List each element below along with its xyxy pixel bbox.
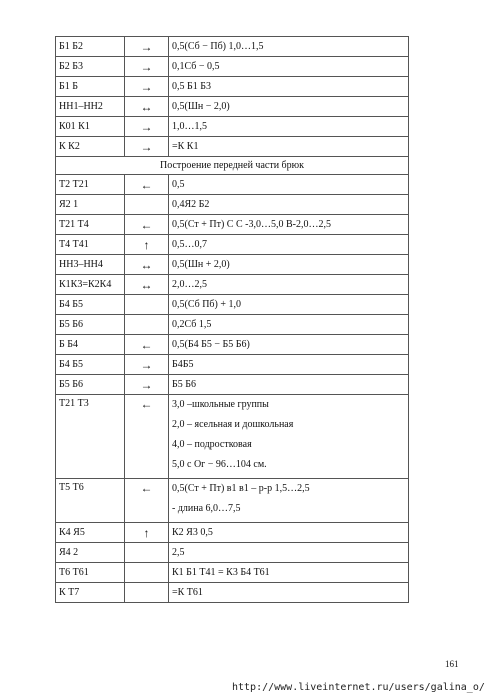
direction-arrow-icon: ← [125, 215, 169, 235]
direction-arrow-icon [125, 315, 169, 335]
direction-arrow-icon: ↔ [125, 275, 169, 295]
page-number: 161 [445, 659, 459, 669]
table-row [56, 57, 409, 77]
formula-cell: =К Т61 [169, 583, 409, 603]
table-row [56, 77, 409, 97]
table-row [56, 235, 409, 255]
table-row [56, 479, 409, 523]
direction-arrow-icon: ↔ [125, 97, 169, 117]
segment-cell: Б1 Б2 [56, 37, 125, 57]
table-row [56, 215, 409, 235]
segment-cell: Т21 Т3 [56, 395, 125, 479]
segment-cell: Т2 Т21 [56, 175, 125, 195]
table-row [56, 523, 409, 543]
segment-cell: К1К3=К2К4 [56, 275, 125, 295]
segment-cell: К К2 [56, 137, 125, 157]
table-row [56, 375, 409, 395]
direction-arrow-icon [125, 295, 169, 315]
formula-line: 0,5(Ст + Пт) в1 в1 – р-р 1,5…2,5 [172, 483, 310, 494]
formula-cell: 0,5 [169, 175, 409, 195]
formula-cell: 0,2Сб 1,5 [169, 315, 409, 335]
formula-cell: 2,0…2,5 [169, 275, 409, 295]
formula-cell: 0,4Я2 Б2 [169, 195, 409, 215]
formula-cell: К2 Я3 0,5 [169, 523, 409, 543]
segment-cell: Т5 Т6 [56, 479, 125, 523]
direction-arrow-icon: ← [125, 335, 169, 355]
table-row [56, 117, 409, 137]
watermark-url: http://www.liveinternet.ru/users/galina_o/ [232, 682, 485, 693]
segment-cell: Б2 Б3 [56, 57, 125, 77]
direction-arrow-icon: → [125, 355, 169, 375]
direction-arrow-icon: → [125, 375, 169, 395]
table-row [56, 583, 409, 603]
segment-cell: НН3–НН4 [56, 255, 125, 275]
table-row [56, 175, 409, 195]
formula-cell [169, 479, 409, 523]
formula-cell: 1,0…1,5 [169, 117, 409, 137]
direction-arrow-icon: ← [125, 175, 169, 195]
formula-line: 3,0 –школьные группы [172, 399, 269, 410]
table-row [56, 355, 409, 375]
table-row [56, 315, 409, 335]
formula-line: - длина 6,0…7,5 [172, 503, 241, 514]
direction-arrow-icon: → [125, 77, 169, 97]
section-row [56, 157, 409, 175]
formula-line: 2,0 – ясельная и дошкольная [172, 419, 294, 430]
formula-cell: 0,5(Шн − 2,0) [169, 97, 409, 117]
formula-cell: 0,5…0,7 [169, 235, 409, 255]
segment-cell: Б5 Б6 [56, 375, 125, 395]
segment-cell: К Т7 [56, 583, 125, 603]
formula-cell: К1 Б1 Т41 = К3 Б4 Т61 [169, 563, 409, 583]
direction-arrow-icon: ← [125, 479, 169, 523]
segment-cell: Б5 Б6 [56, 315, 125, 335]
segment-cell: Б Б4 [56, 335, 125, 355]
formula-cell: Б4Б5 [169, 355, 409, 375]
segment-cell: Т21 Т4 [56, 215, 125, 235]
direction-arrow-icon: ↑ [125, 235, 169, 255]
table-row [56, 295, 409, 315]
direction-arrow-icon: ↑ [125, 523, 169, 543]
formula-cell: Б5 Б6 [169, 375, 409, 395]
segment-cell: Б4 Б5 [56, 355, 125, 375]
table-row [56, 275, 409, 295]
formula-cell: 0,5(Сб Пб) + 1,0 [169, 295, 409, 315]
section-title: Построение передней части брюк [56, 157, 409, 175]
segment-cell: Б4 Б5 [56, 295, 125, 315]
formula-cell: 0,5(Ст + Пт) С С -3,0…5,0 В-2,0…2,5 [169, 215, 409, 235]
formula-cell: 0,5 Б1 Б3 [169, 77, 409, 97]
table-row [56, 37, 409, 57]
formula-cell: 0,5(Сб − Пб) 1,0…1,5 [169, 37, 409, 57]
formula-cell [169, 395, 409, 479]
direction-arrow-icon: → [125, 37, 169, 57]
segment-cell: К4 Я5 [56, 523, 125, 543]
table-row [56, 255, 409, 275]
segment-cell: НН1–НН2 [56, 97, 125, 117]
table-row [56, 395, 409, 479]
formula-cell: 0,1Сб − 0,5 [169, 57, 409, 77]
table-row [56, 195, 409, 215]
construction-table [55, 36, 409, 603]
table-row [56, 543, 409, 563]
direction-arrow-icon [125, 195, 169, 215]
formula-line: 5,0 с Ог − 96…104 см. [172, 459, 267, 470]
direction-arrow-icon: → [125, 117, 169, 137]
formula-line: 4,0 – подростковая [172, 439, 252, 450]
table-row [56, 563, 409, 583]
segment-cell: Т4 Т41 [56, 235, 125, 255]
direction-arrow-icon: ← [125, 395, 169, 479]
table-row [56, 137, 409, 157]
direction-arrow-icon [125, 543, 169, 563]
direction-arrow-icon: → [125, 137, 169, 157]
direction-arrow-icon: ↔ [125, 255, 169, 275]
direction-arrow-icon: → [125, 57, 169, 77]
formula-cell: 0,5(Шн + 2,0) [169, 255, 409, 275]
formula-cell: 2,5 [169, 543, 409, 563]
segment-cell: Б1 Б [56, 77, 125, 97]
segment-cell: Т6 Т61 [56, 563, 125, 583]
table-row [56, 97, 409, 117]
segment-cell: Я4 2 [56, 543, 125, 563]
formula-cell: 0,5(Б4 Б5 − Б5 Б6) [169, 335, 409, 355]
direction-arrow-icon [125, 583, 169, 603]
formula-cell: =К К1 [169, 137, 409, 157]
direction-arrow-icon [125, 563, 169, 583]
segment-cell: Я2 1 [56, 195, 125, 215]
table-row [56, 335, 409, 355]
segment-cell: К01 К1 [56, 117, 125, 137]
